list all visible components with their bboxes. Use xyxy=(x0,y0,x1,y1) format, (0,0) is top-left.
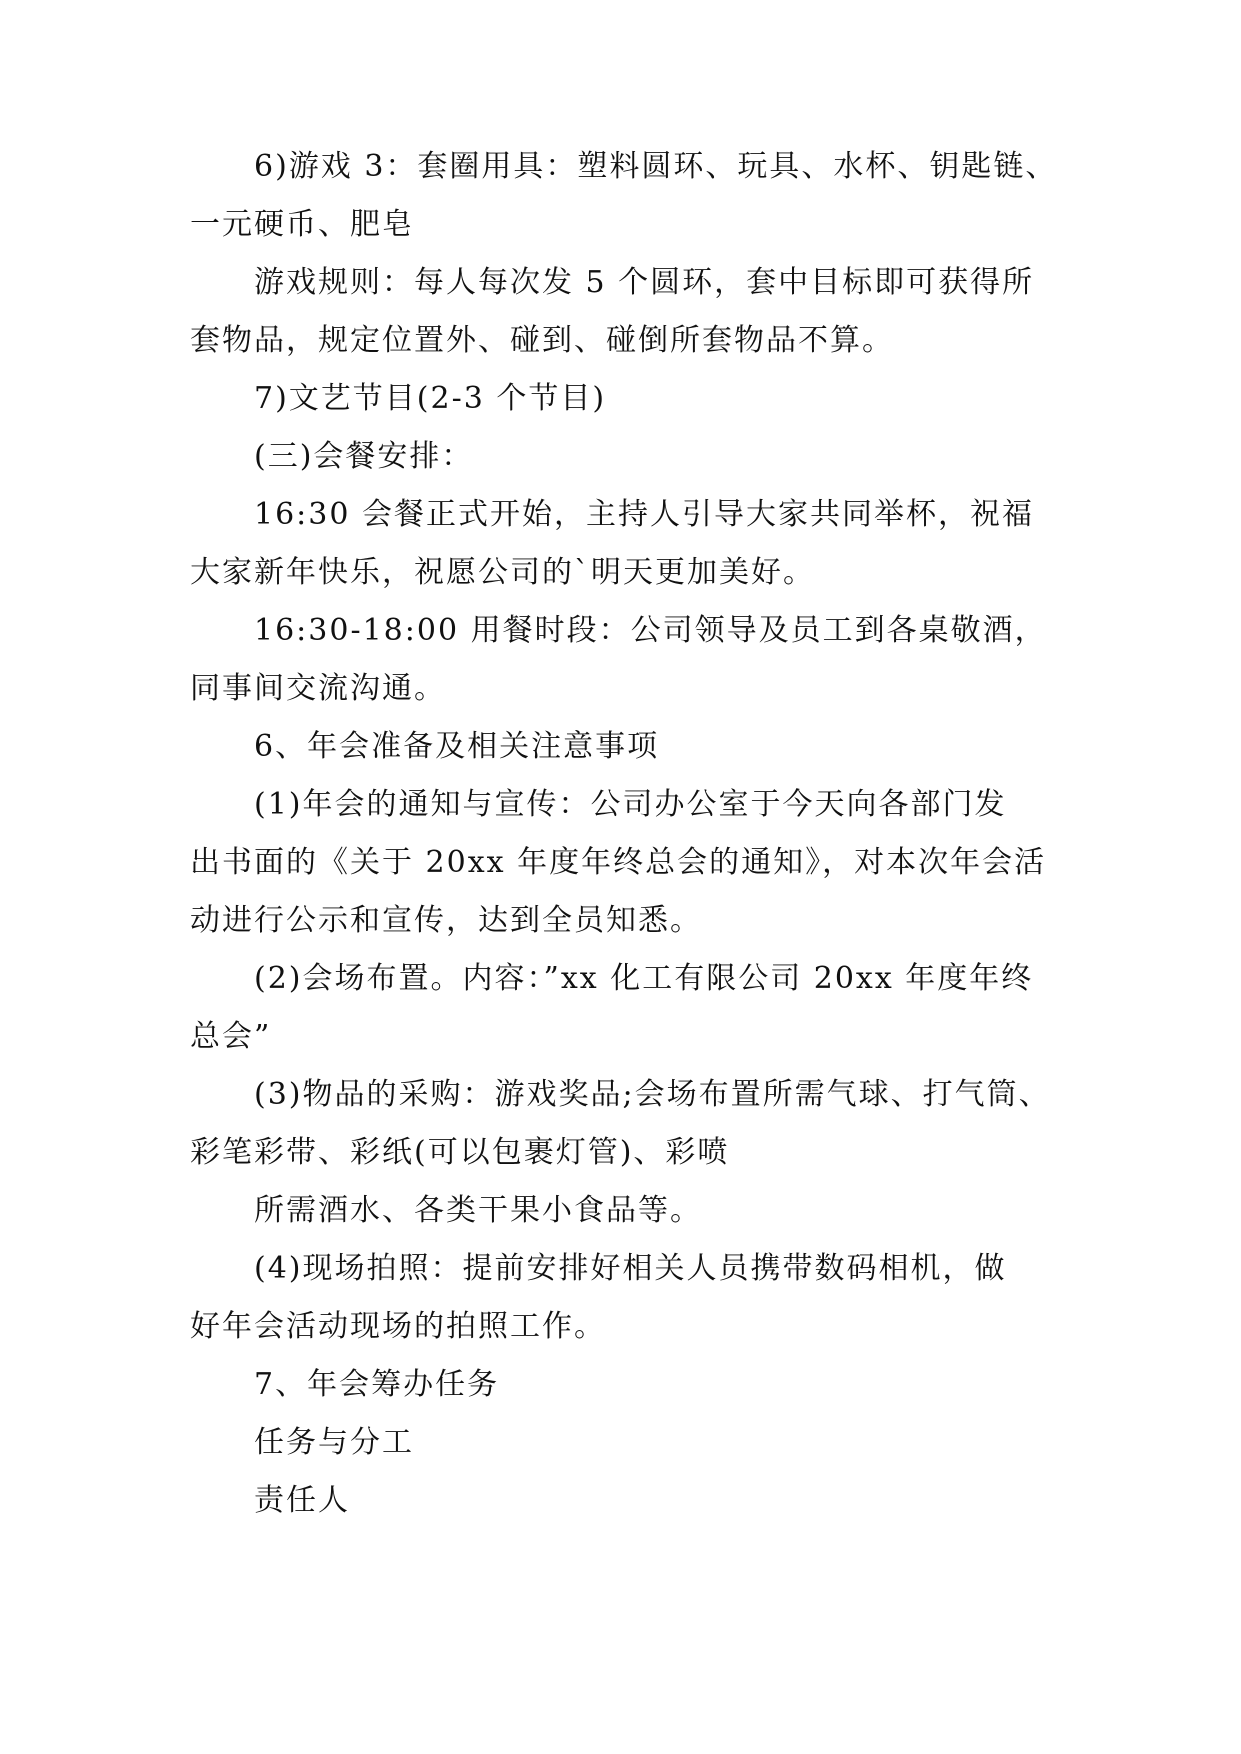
document-body xyxy=(190,138,1058,1530)
text-line: 套物品，规定位置外、碰到、碰倒所套物品不算。 xyxy=(190,323,894,358)
text-line: 7)文艺节目(2-3 个节目) xyxy=(254,381,607,416)
text-line: 16:30-18:00 用餐时段：公司领导及员工到各桌敬酒， xyxy=(254,613,1047,648)
text-line: (3)物品的采购：游戏奖品;会场布置所需气球、打气筒、 xyxy=(254,1077,1051,1112)
text-line: 16:30 会餐正式开始，主持人引导大家共同举杯，祝福 xyxy=(254,497,1034,532)
text-line: 动进行公示和宣传，达到全员知悉。 xyxy=(190,903,702,938)
text-line: 总会” xyxy=(190,1019,272,1054)
text-line: (2)会场布置。内容：”xx 化工有限公司 20xx 年度年终 xyxy=(254,961,1034,996)
text-line: 大家新年快乐，祝愿公司的`明天更加美好。 xyxy=(190,555,815,590)
text-line: 彩笔彩带、彩纸(可以包裹灯管)、彩喷 xyxy=(190,1135,730,1170)
text-line: (4)现场拍照：提前安排好相关人员携带数码相机，做 xyxy=(254,1251,1007,1286)
text-line: 所需酒水、各类干果小食品等。 xyxy=(254,1193,702,1228)
text-line: 出书面的《关于 20xx 年度年终总会的通知》，对本次年会活 xyxy=(190,845,1047,880)
text-line: 游戏规则：每人每次发 5 个圆环，套中目标即可获得所 xyxy=(254,265,1035,300)
text-line: 6)游戏 3：套圈用具：塑料圆环、玩具、水杯、钥匙链、 xyxy=(254,149,1058,184)
text-line: (1)年会的通知与宣传：公司办公室于今天向各部门发 xyxy=(254,787,1007,822)
section-heading: 6、年会准备及相关注意事项 xyxy=(254,729,660,764)
text-line: 任务与分工 xyxy=(254,1425,414,1460)
text-line: 同事间交流沟通。 xyxy=(190,671,446,706)
section-heading: 7、年会筹办任务 xyxy=(254,1367,500,1402)
text-line: 好年会活动现场的拍照工作。 xyxy=(190,1309,606,1344)
text-line: 责任人 xyxy=(254,1483,350,1518)
text-line: (三)会餐安排： xyxy=(254,439,474,474)
text-line: 一元硬币、肥皂 xyxy=(190,207,414,242)
